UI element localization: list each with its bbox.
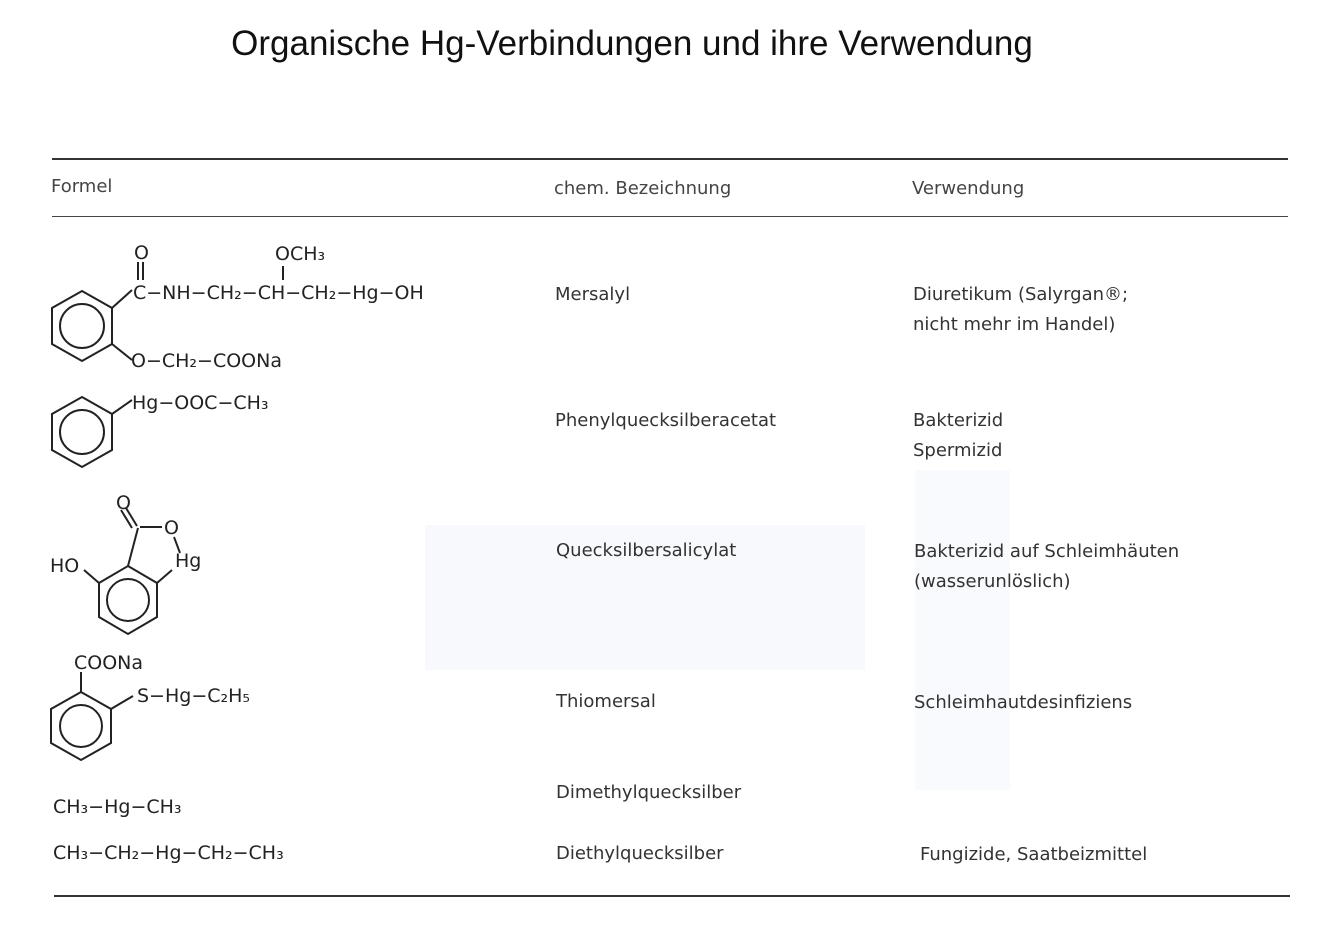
salicylate-hg: Hg: [175, 550, 202, 572]
row-diethyl-use: Fungizide, Saatbeizmittel: [920, 844, 1148, 865]
use-line: (wasserunlöslich): [914, 571, 1071, 592]
mersalyl-och3: OCH₃: [275, 243, 326, 265]
salicylate-o-ester: O: [164, 517, 179, 539]
dimethylmercury-formula: CH₃−Hg−CH₃: [53, 796, 182, 818]
row-thiomersal-name: Thiomersal: [556, 691, 656, 712]
salicylate-o-carbonyl: O: [116, 492, 131, 514]
row-mersalyl-name: Mersalyl: [555, 284, 631, 305]
use-line: Diuretikum (Salyrgan®;: [913, 284, 1129, 305]
pma-chain: Hg−OOC−CH₃: [132, 392, 269, 414]
row-diethyl-name: Diethylquecksilber: [556, 843, 724, 864]
mersalyl-side-chain: O−CH₂−COONa: [131, 350, 282, 372]
column-header-use: Verwendung: [912, 178, 1025, 199]
salicylate-ho: HO: [50, 555, 80, 577]
column-header-name: chem. Bezeichnung: [554, 178, 732, 199]
phenylmercuric-acetate-structure: [52, 397, 132, 467]
use-line: nicht mehr im Handel): [913, 314, 1116, 335]
mersalyl-carbonyl-o: O: [134, 242, 149, 264]
row-pma-name: Phenylquecksilberacetat: [555, 410, 777, 431]
row-thiomersal-use: Schleimhautdesinfiziens: [914, 692, 1133, 713]
row-pma-use: [913, 406, 1003, 466]
row-mersalyl-use: [913, 280, 1128, 340]
use-line: Spermizid: [913, 440, 1003, 461]
thiomersal-chain: S−Hg−C₂H₅: [137, 685, 251, 707]
mersalyl-chain: C−NH−CH₂−CH−CH₂−Hg−OH: [133, 282, 424, 304]
diethylmercury-formula: CH₃−CH₂−Hg−CH₂−CH₃: [53, 842, 284, 864]
column-header-formula: Formel: [51, 176, 113, 197]
use-line: Bakterizid: [913, 410, 1004, 431]
thiomersal-structure: [51, 672, 133, 760]
page-title: Organische Hg-Verbindungen und ihre Verwendung: [231, 24, 1033, 63]
thiomersal-coona: COONa: [74, 652, 144, 674]
row-salicylate-use: [914, 537, 1179, 597]
row-salicylate-name: Quecksilbersalicylat: [556, 540, 737, 561]
row-dimethyl-name: Dimethylquecksilber: [556, 782, 742, 803]
mersalyl-structure: [52, 262, 283, 361]
use-line: Bakterizid auf Schleimhäuten: [914, 541, 1180, 562]
